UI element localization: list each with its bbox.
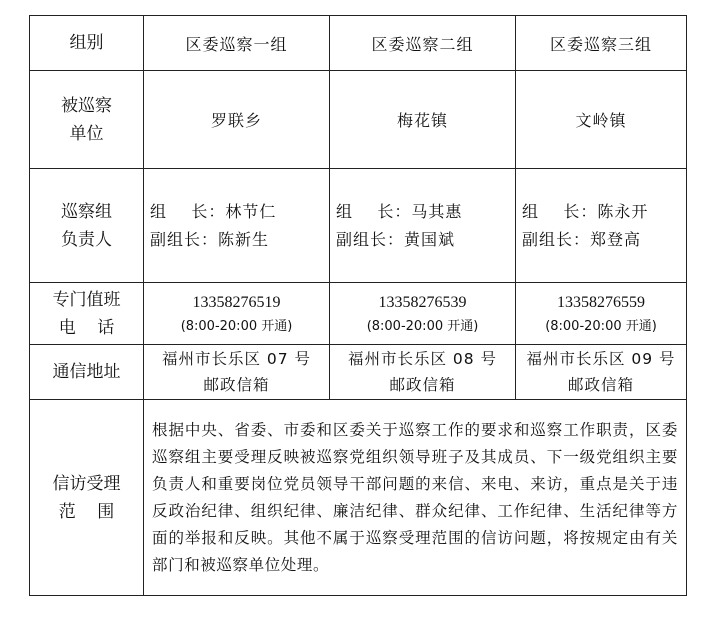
group-2-address: 福州市长乐区 08 号 邮政信箱 — [330, 345, 516, 400]
inspection-info-table — [29, 15, 687, 596]
hotline-row — [30, 283, 687, 345]
hotline-label: 专门值班 电 话 — [30, 283, 144, 345]
group-1-hours: (8:00-20:00 开通) — [180, 318, 293, 334]
group-3-hotline — [516, 283, 687, 345]
group-3-phone: 13358276559 — [557, 293, 645, 311]
group-2-phone: 13358276539 — [378, 293, 467, 311]
group-2-deputy: 副组长：黄国斌 — [336, 229, 456, 249]
address-label: 通信地址 — [30, 345, 144, 400]
group-3-leader: 组 长：陈永开 — [522, 201, 649, 221]
group-1-leader: 组 长：林节仁 — [150, 201, 277, 221]
header-row — [30, 16, 687, 71]
scope-label: 信访受理 范 围 — [30, 400, 144, 596]
scope-text: 根据中央、省委、市委和区委关于巡察工作的要求和巡察工作职责，区委巡察组主要受理反映被巡察党组织领导班子及其成员、下一级党组织主要负责人和重要岗位党员领导干部问题的来信、来电、来访，重点是关于违反政治纪律、组织纪律、廉洁纪律、群众纪律、工作纪律、生活纪律等方面的举报和反映。其他不属于巡察受理范围的信访问题，将按规定由有关部门和被巡察单位处理。 — [144, 400, 687, 596]
group-3-hours: (8:00-20:00 开通) — [545, 318, 657, 334]
group-1-deputy: 副组长：陈新生 — [150, 229, 270, 249]
group-3-name: 区委巡察三组 — [516, 16, 687, 71]
group-2-leaders — [330, 169, 516, 283]
group-3-address: 福州市长乐区 09 号 邮政信箱 — [516, 345, 687, 400]
units-row — [30, 71, 687, 169]
group-2-hotline — [330, 283, 516, 345]
group-3-unit: 文岭镇 — [516, 71, 687, 169]
group-1-phone: 13358276519 — [192, 293, 281, 311]
group-1-hotline — [144, 283, 330, 345]
group-1-unit: 罗联乡 — [144, 71, 330, 169]
group-2-leader: 组 长：马其惠 — [336, 201, 463, 221]
units-label: 被巡察 单位 — [30, 71, 144, 169]
group-1-address: 福州市长乐区 07 号 邮政信箱 — [144, 345, 330, 400]
leaders-row — [30, 169, 687, 283]
group-1-leaders — [144, 169, 330, 283]
group-label: 组别 — [30, 16, 144, 71]
group-2-unit: 梅花镇 — [330, 71, 516, 169]
leaders-label: 巡察组 负责人 — [30, 169, 144, 283]
scope-row — [30, 400, 687, 596]
group-3-deputy: 副组长：郑登高 — [522, 229, 642, 249]
group-1-name: 区委巡察一组 — [144, 16, 330, 71]
address-row — [30, 345, 687, 400]
group-3-leaders — [516, 169, 687, 283]
group-2-name: 区委巡察二组 — [330, 16, 516, 71]
group-2-hours: (8:00-20:00 开通) — [366, 318, 479, 334]
